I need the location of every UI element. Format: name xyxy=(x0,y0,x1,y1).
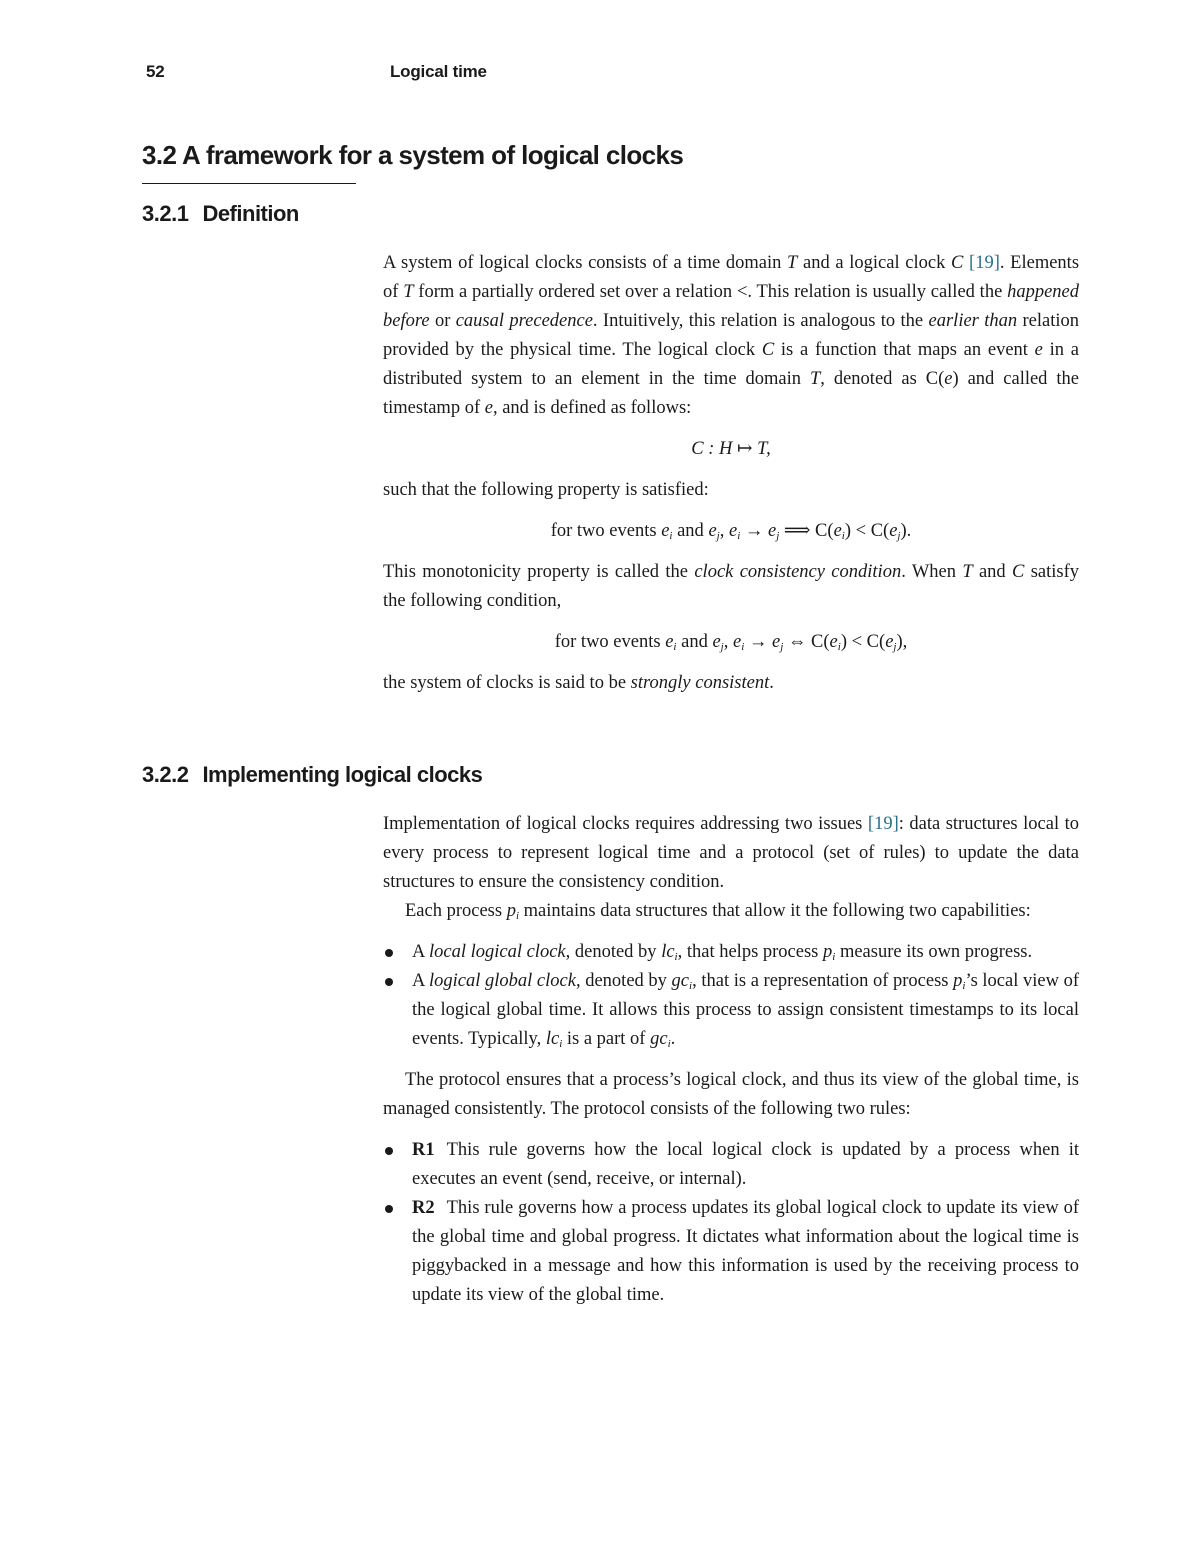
bullet-icon xyxy=(385,949,393,957)
list-item: A local logical clock, denoted by $lc_i$, that helps process $p_i$ measure its own progress. xyxy=(383,938,1079,967)
section-heading xyxy=(142,140,683,171)
citation-link[interactable]: [19] xyxy=(969,253,1000,273)
running-head xyxy=(146,62,1080,86)
citation-link[interactable]: [19] xyxy=(867,814,899,834)
paragraph: A system of logical clocks consists of a time domain T and a logical clock C [19]. Elements of T form a partially ordered set over a relation <. This relation is usually called the happened before or causal precedence. Intuitively, this relation is analogous to the earlier than relation provided by the physical time. The logical clock C is a function that maps an event e in a distributed system to an element in the time domain T, denoted as C(e) and called the timestamp of e, and is defined as follows: xyxy=(383,253,1080,418)
paragraph: the system of clocks is said to be strongly consistent. xyxy=(383,673,774,693)
equation-consistency: for two events $e_i$ and $e_j$, $e_i \to e_j$ ⟹ $C(e_i) < C(e_j)$. xyxy=(550,521,912,542)
definition-body xyxy=(383,249,1079,698)
chapter-title: Logical time xyxy=(390,62,487,81)
section-number: 3.2 xyxy=(142,140,177,170)
subsection-heading-implementing xyxy=(142,762,482,788)
section-rule xyxy=(142,183,356,184)
equation-strong-consistency: for two events $e_i$ and $e_j$, $e_i \to e_j$ ⇔ $C(e_i) < C(e_j)$, xyxy=(554,632,908,653)
subsection-title: Implementing logical clocks xyxy=(202,762,483,787)
list-item: A logical global clock, denoted by $gc_i$, that is a representation of process $p_i’s$ local view of the logical global time. It allows this process to assign consistent timestamps to its local events. Typically, $lc_i$ is a part of $gc_i$. xyxy=(383,967,1079,1054)
rules-list xyxy=(383,1136,1079,1310)
section-title: A framework for a system of logical clocks xyxy=(182,140,684,170)
list-item: R1 This rule governs how the local logical clock is updated by a process when it executes an event (send, receive, or internal). xyxy=(383,1136,1079,1194)
subsection-heading-definition xyxy=(142,201,299,227)
paragraph: Each process $p_i$ maintains data structures that allow it the following two capabilities: xyxy=(405,901,1031,922)
paragraph: This monotonicity property is called the clock consistency condition. When T and C satisfy the following condition, xyxy=(383,562,1080,611)
capabilities-list xyxy=(383,938,1079,1054)
rule-label: R2 xyxy=(412,1198,435,1218)
bullet-icon xyxy=(385,1205,393,1213)
bullet-icon xyxy=(385,978,393,986)
implementing-body xyxy=(383,810,1079,1310)
paragraph: The protocol ensures that a process’s logical clock, and thus its view of the global time, is managed consistently. The protocol consists of the following two rules: xyxy=(383,1070,1079,1119)
equation-mapping: C : H ↦ T, xyxy=(691,439,771,459)
subsection-number: 3.2.2 xyxy=(142,762,189,787)
list-item: R2 This rule governs how a process updates its global logical clock to update its view of the global time and global progress. It dictates what information about the logical time is piggybacked in a message and how this information is used by the receiving process to update its view of the global time. xyxy=(383,1194,1079,1310)
page-number: 52 xyxy=(146,62,165,81)
subsection-number: 3.2.1 xyxy=(142,201,189,226)
bullet-icon xyxy=(385,1147,393,1155)
subsection-title: Definition xyxy=(202,201,299,226)
paragraph: Implementation of logical clocks requires addressing two issues [19]: data structures local to every process to represent logical time and a protocol (set of rules) to update the data structures to ensure the consistency condition. xyxy=(383,814,1079,892)
paragraph: such that the following property is satisfied: xyxy=(383,480,709,500)
rule-label: R1 xyxy=(412,1140,435,1160)
